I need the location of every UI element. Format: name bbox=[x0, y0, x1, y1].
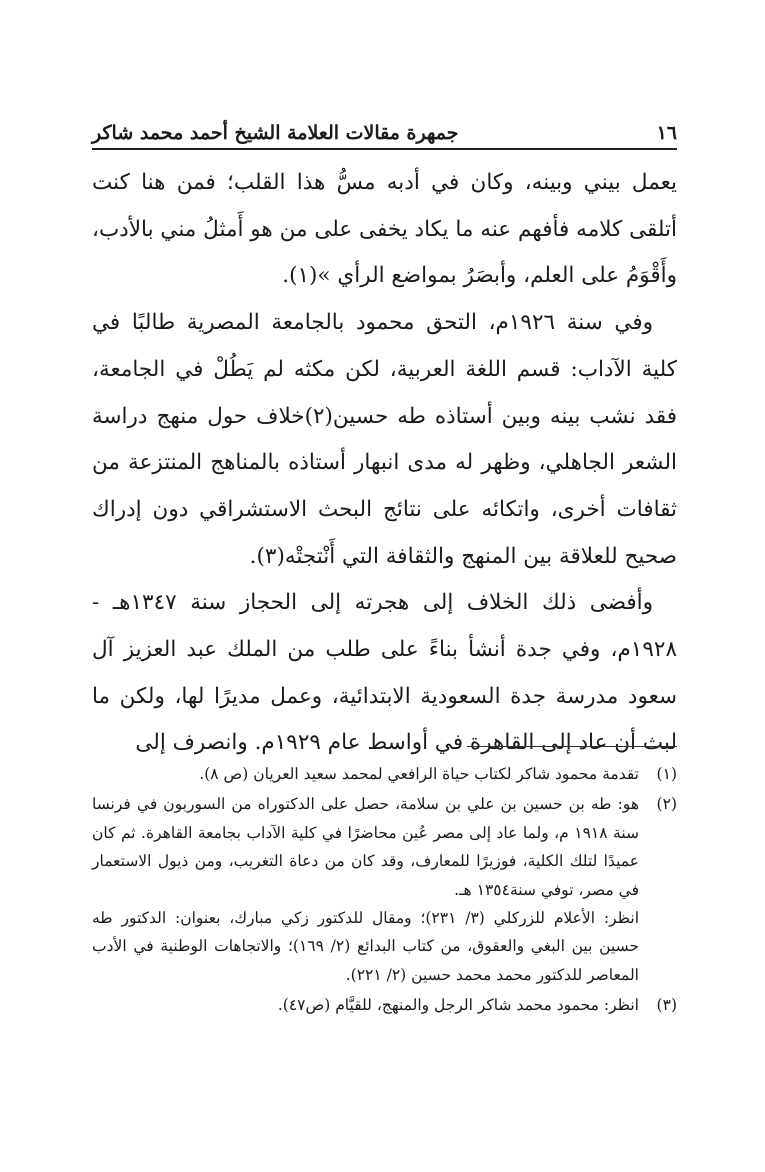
paragraph: وأفضى ذلك الخلاف إلى هجرته إلى الحجاز سنة ١٣٤٧هـ - ١٩٢٨م، وفي جدة أنشأ بناءً على طلب من الملك عبد العزيز آل سعود مدرسة جدة السعودية الابتدائية، وعمل مديرًا لها، ولكن ما لبث أن عاد إلى القاهرة في أواسط عام ١٩٢٩م. وانصرف إلى bbox=[92, 590, 677, 756]
main-text bbox=[92, 160, 677, 767]
paragraph: وفي سنة ١٩٢٦م، التحق محمود بالجامعة المصرية طالبًا في كلية الآداب: قسم اللغة العربية، لكن مكثه لم يَطُلْ في الجامعة، فقد نشب بينه وبين أستاذه طه حسين(٢)خلاف حول منهج دراسة الشعر الجاهلي، وظهر له مدى انبهار أستاذه بالمناهج المنتزعة من ثقافات أخرى، واتكائه على نتائج البحث الاستشراقي دون إدراك صحيح للعلاقة بين المنهج والثقافة التي أَنْتجتْه(٣). bbox=[92, 310, 677, 569]
footnote-references: انظر: الأعلام للزركلي (٣/ ٢٣١)؛ ومقال للدكتور زكي مبارك، بعنوان: الدكتور طه حسين بين البغي والعقوق، من كتاب البدائع (٢/ ١٦٩)؛ والاتجاهات الوطنية في الأدب المعاصر للدكتور محمد محمد حسين (٢/ ٢٢١). bbox=[92, 909, 639, 984]
footnote-number: (١) bbox=[656, 765, 677, 783]
footnote bbox=[92, 991, 677, 1019]
footnote-bio: هو: طه بن حسين بن علي بن سلامة، حصل على الدكتوراه من السوربون في فرنسا سنة ١٩١٨ م، ولما عاد إلى مصر عُين محاضرًا في كلية الآداب بجامعة القاهرة. ثم كان عميدًا لتلك الكلية، فوزيرًا للمعارف، وقد كان من دعاة التغريب، ومن ذيول الاستعمار في مصر، توفي سنة١٣٥٤ هـ. bbox=[92, 795, 639, 899]
footnote-separator bbox=[467, 746, 677, 747]
running-title: جمهرة مقالات العلامة الشيخ أحمد محمد شاكر bbox=[92, 122, 459, 144]
footnotes bbox=[92, 760, 677, 1022]
paragraph: يعمل بيني وبينه، وكان في أدبه مسُّ هذا القلب؛ فمن هنا كنت أتلقى كلامه فأفهم عنه ما يكاد يخفى على من هو أَمثلُ مني بالأدب، وأَقْوَمُ على العلم، وأبصَرُ بمواضع الرأي »(١). bbox=[92, 170, 677, 289]
footnote-number: (٢) bbox=[656, 795, 677, 814]
footnote-text: انظر: محمود محمد شاكر الرجل والمنهج، للقيَّام (ص٤٧). bbox=[277, 996, 639, 1015]
footnote-text bbox=[92, 790, 639, 989]
footnote-number: (٣) bbox=[656, 996, 677, 1015]
footnote bbox=[92, 790, 677, 989]
footnote-text: تقدمة محمود شاكر لكتاب حياة الرافعي لمحمد سعيد العريان (ص ٨). bbox=[199, 765, 639, 783]
page-number: ١٦ bbox=[656, 122, 677, 144]
footnote bbox=[92, 760, 677, 788]
running-header bbox=[92, 104, 677, 150]
